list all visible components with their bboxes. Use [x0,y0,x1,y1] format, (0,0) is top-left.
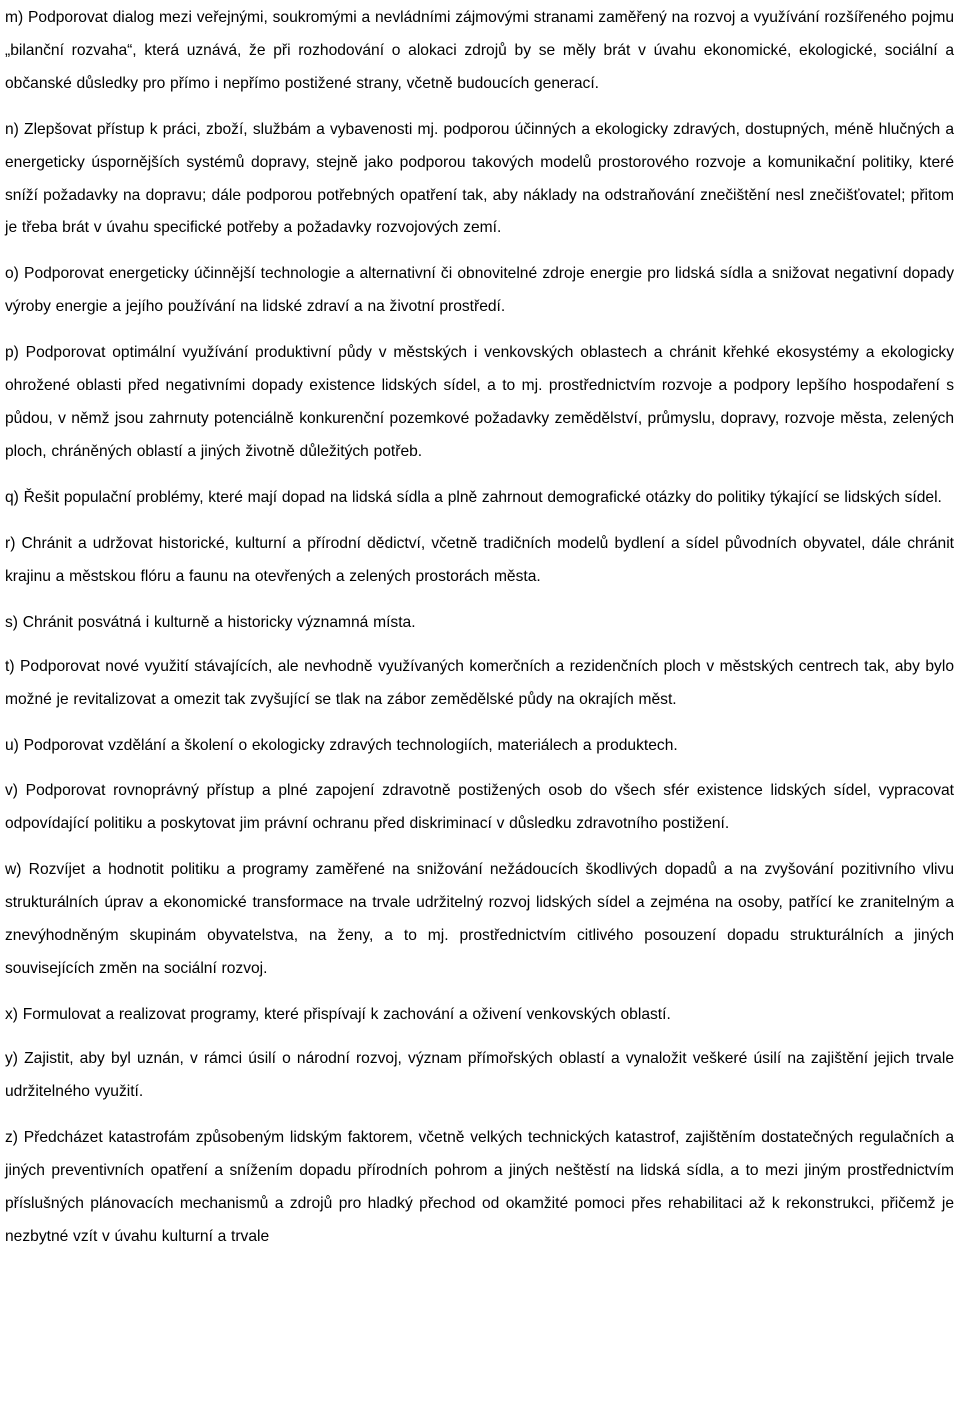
paragraph-t: t) Podporovat nové využití stávajících, ale nevhodně využívaných komerčních a rezidenčních ploch v městských centrech tak, aby bylo možné je revitalizovat a omezit tak zvyšující se tlak na zábor zemědělské půdy na okrajích měst. [5,658,954,709]
paragraph-w: w) Rozvíjet a hodnotit politiku a programy zaměřené na snižování nežádoucích škodlivých dopadů a na zvyšování pozitivního vlivu strukturálních úprav a ekonomické transformace na trvale udržitelný rozvoj lidských sídel a zejména na osoby, patřící ke zranitelným a znevýhodněným skupinám obyvatelstva, na ženy, a to mj. prostřednictvím citlivého posouzení dopadu strukturálních a jiných souvisejících změn na sociální rozvoj. [5,860,954,977]
paragraph-u: u) Podporovat vzdělání a školení o ekologicky zdravých technologiích, materiálech a produktech. [5,737,678,755]
document-page [5,2,954,1267]
paragraph-q: q) Řešit populační problémy, které mají dopad na lidská sídla a plně zahrnout demografické otázky do politiky týkající se lidských sídel. [5,488,942,506]
paragraph-r: r) Chránit a udržovat historické, kulturní a přírodní dědictví, včetně tradičních modelů bydlení a sídel původních obyvatel, dále chránit krajinu a městskou flóru a faunu na otevřených a zelených prostorách města. [5,534,954,585]
paragraph-n: n) Zlepšovat přístup k práci, zboží, službám a vybavenosti mj. podporou účinných a ekologicky zdravých, dostupných, méně hlučných a energeticky úspornějších systémů dopravy, stejně jako podporou takových modelů prostorového rozvoje a komunikační politiky, které sníží požadavky na dopravu; dále podporou potřebných opatření tak, aby náklady na odstraňování znečištění nesl znečišťovatel; přitom je třeba brát v úvahu specifické potřeby a požadavky rozvojových zemí. [5,120,954,237]
paragraph-z: z) Předcházet katastrofám způsobeným lidským faktorem, včetně velkých technických katastrof, zajištěním dostatečných regulačních a jiných preventivních opatření a snížením dopadu přírodních pohrom a jiných neštěstí na lidská sídla, a to mezi jiným prostřednictvím příslušných plánovacích mechanismů a zdrojů pro hladký přechod od okamžité pomoci přes rehabilitaci až k rekonstrukci, přičemž je nezbytné vzít v úvahu kulturní a trvale [5,1129,954,1245]
paragraph-x: x) Formulovat a realizovat programy, které přispívají k zachování a oživení venkovských oblastí. [5,1005,671,1023]
paragraph-p: p) Podporovat optimální využívání produktivní půdy v městských i venkovských oblastech a chránit křehké ekosystémy a ekologicky ohrožené oblasti před negativními dopady existence lidských sídel, a to mj. prostřednictvím rozvoje a podpory lepšího hospodaření s půdou, v němž jsou zahrnuty potenciálně konkurenční pozemkové požadavky zemědělství, průmyslu, dopravy, rozvoje města, zelených ploch, chráněných oblastí a jiných životně důležitých potřeb. [5,344,954,460]
paragraph-o: o) Podporovat energeticky účinnější technologie a alternativní či obnovitelné zdroje energie pro lidská sídla a snižovat negativní dopady výroby energie a jejího používání na lidské zdraví a na životní prostředí. [5,265,954,316]
paragraph-y: y) Zajistit, aby byl uznán, v rámci úsilí o národní rozvoj, význam přímořských oblastí a vynaložit veškeré úsilí na zajištění jejich trvale udržitelného využití. [5,1050,954,1101]
paragraph-m: m) Podporovat dialog mezi veřejnými, soukromými a nevládními zájmovými stranami zaměřený na rozvoj a využívání rozšířeného pojmu „bilanční rozvaha“, která uznává, že při rozhodování o alokaci zdrojů by se měly brát v úvahu ekonomické, ekologické, sociální a občanské důsledky pro přímo i nepřímo postižené strany, včetně budoucích generací. [5,9,954,92]
paragraph-s: s) Chránit posvátná i kulturně a historicky významná místa. [5,613,416,631]
paragraph-v: v) Podporovat rovnoprávný přístup a plné zapojení zdravotně postižených osob do všech sfér existence lidských sídel, vypracovat odpovídající politiku a poskytovat jim právní ochranu před diskriminací v důsledku zdravotního postižení. [5,782,954,833]
